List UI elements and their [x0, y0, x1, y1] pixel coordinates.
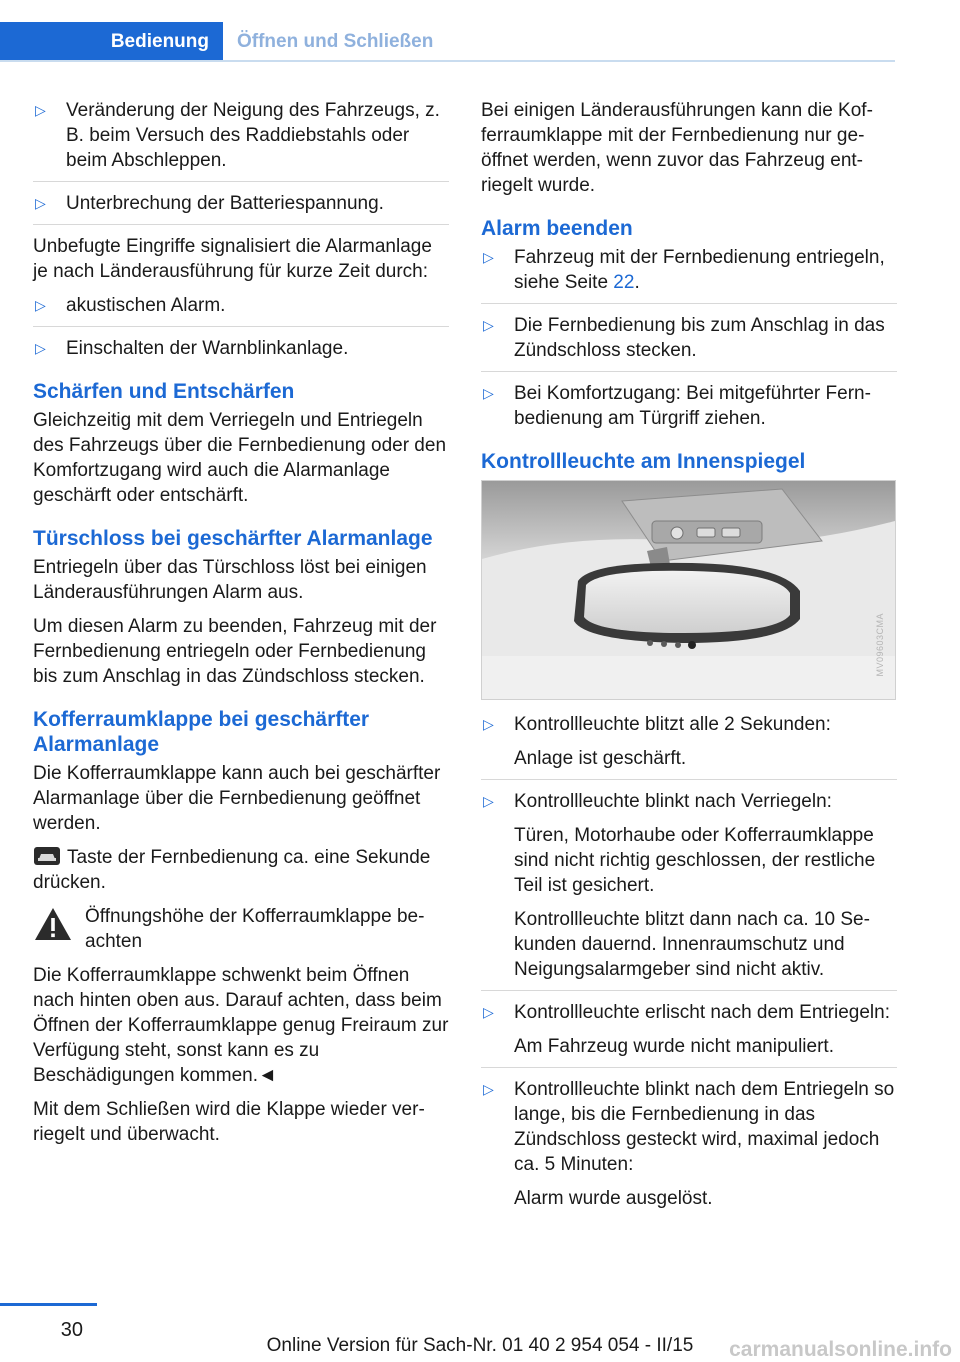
key-instruction — [33, 845, 449, 895]
paragraph: Gleichzeitig mit dem Verriegeln und Entriegeln des Fahrzeugs über die Fernbedienung oder den Komfortzugang wird auch die Alarmanlage geschärft oder entschärft. — [33, 410, 447, 506]
bullet-triangle-icon: ▷ — [35, 195, 46, 211]
heading-tuerschloss: Türschloss bei geschärfter Alarmanlage — [33, 527, 433, 550]
warning-box — [33, 904, 449, 954]
state-title: Kontrollleuchte erlischt nach dem Entriegeln: — [514, 1002, 890, 1023]
mirror-photo — [481, 480, 896, 700]
list-item — [33, 98, 449, 182]
left-column — [33, 98, 449, 1156]
list-item-text: Unterbrechung der Batteriespannung. — [66, 193, 384, 214]
list-item — [481, 1077, 897, 1211]
state-title: Kontrollleuchte blinkt nach Verriegeln: — [514, 791, 832, 812]
image-code: MV09603CMA — [875, 613, 885, 677]
state-title: Kontrollleuchte blitzt alle 2 Sekunden: — [514, 714, 831, 735]
bullet-triangle-icon: ▷ — [483, 385, 494, 401]
page-number-rule — [0, 1303, 97, 1306]
section-tab: Bedienung — [0, 22, 223, 62]
state-detail: Alarm wurde ausgelöst. — [514, 1188, 713, 1209]
page-link[interactable]: 22 — [613, 272, 635, 293]
list-item-text: Fahrzeug mit der Fernbedienung entriegeln, siehe Seite — [514, 247, 885, 293]
paragraph: Unbefugte Eingriffe signalisiert die Alarmanlage je nach Länderausführung für kurze Zeit durch: — [33, 236, 432, 282]
header-rule — [0, 60, 895, 62]
list-item-text: akustischen Alarm. — [66, 295, 226, 316]
paragraph: Mit dem Schließen wird die Klappe wieder verriegelt und überwacht. — [33, 1099, 425, 1145]
list-item — [33, 336, 449, 361]
list-item — [33, 191, 449, 225]
heading-schaerfen: Schärfen und Entschärfen — [33, 380, 295, 403]
paragraph: Die Kofferraumklappe kann auch bei geschärfter Alarmanlage über die Fernbedienung geöffnet werden. — [33, 763, 441, 834]
bullet-triangle-icon: ▷ — [483, 317, 494, 333]
state-detail: Anlage ist geschärft. — [514, 748, 687, 769]
heading-kofferraum: Kofferraumklappe bei geschärfter Alarmanlage — [33, 708, 370, 756]
heading-alarm-beenden: Alarm beenden — [481, 217, 633, 240]
bullet-triangle-icon: ▷ — [35, 102, 46, 118]
watermark: carmanualsonline.info — [729, 1338, 952, 1361]
state-title: Kontrollleuchte blinkt nach dem Entriegeln so lange, bis die Fernbedienung in das Zündschloss gesteckt wird, maximal jedoch ca. 5 Minuten: — [514, 1079, 895, 1175]
paragraph: Um diesen Alarm zu beenden, Fahrzeug mit der Fernbedienung entriegeln oder Fernbedienung bis zum Anschlag in das Zündschloss stecken. — [33, 616, 437, 687]
interior-mirror-illustration — [482, 481, 895, 699]
state-detail: Kontrollleuchte blitzt dann nach ca. 10 Sekunden dauernd. Innenraumschutz und Neigungsalarmgeber sind nicht aktiv. — [514, 909, 870, 980]
version-footer: Online Version für Sach-Nr. 01 40 2 954 054 - II/15 — [266, 1335, 694, 1356]
bullet-triangle-icon: ▷ — [483, 249, 494, 265]
list-item — [481, 1000, 897, 1068]
right-column — [481, 98, 897, 1220]
key-instruction-text: Taste der Fernbedienung ca. eine Sekunde drücken. — [33, 847, 431, 893]
list-item — [481, 381, 897, 431]
page-number: 30 — [60, 1319, 83, 1341]
list-item-text: Die Fernbedienung bis zum Anschlag in das Zündschloss stecken. — [514, 315, 885, 361]
list-item — [33, 293, 449, 327]
bullet-triangle-icon: ▷ — [483, 793, 494, 809]
paragraph: Bei einigen Länderausführungen kann die Kofferraumklappe mit der Fernbedienung nur geöffnet werden, wenn zuvor das Fahrzeug entriegelt wurde. — [481, 100, 873, 196]
list-item-end: . — [634, 272, 640, 293]
warning-title: Öffnungshöhe der Kofferraumklappe beachten — [85, 906, 425, 952]
list-item-text: Einschalten der Warnblinkanlage. — [66, 338, 349, 359]
warning-triangle-icon — [33, 906, 73, 942]
chapter-tab: Öffnen und Schließen — [237, 31, 434, 52]
list-item-text: Veränderung der Neigung des Fahrzeugs, z. B. beim Versuch des Raddiebstahls oder beim Abschleppen. — [66, 100, 440, 171]
list-item — [481, 245, 897, 304]
bullet-triangle-icon: ▷ — [483, 716, 494, 732]
list-item — [481, 712, 897, 780]
bullet-triangle-icon: ▷ — [35, 340, 46, 356]
list-item-text: Bei Komfortzugang: Bei mitgeführter Fernbedienung am Türgriff ziehen. — [514, 383, 871, 429]
bullet-triangle-icon: ▷ — [483, 1081, 494, 1097]
paragraph: Entriegeln über das Türschloss löst bei einigen Länderausführungen Alarm aus. — [33, 557, 427, 603]
list-item — [481, 313, 897, 372]
heading-kontrollleuchte: Kontrollleuchte am Innenspiegel — [481, 450, 806, 473]
bullet-triangle-icon: ▷ — [35, 297, 46, 313]
state-detail: Türen, Motorhaube oder Kofferraumklappe sind nicht richtig geschlossen, der restliche Teil ist gesichert. — [514, 825, 876, 896]
car-key-button-icon — [33, 846, 61, 866]
list-item — [481, 789, 897, 991]
state-detail: Am Fahrzeug wurde nicht manipuliert. — [514, 1036, 834, 1057]
bullet-triangle-icon: ▷ — [483, 1004, 494, 1020]
warning-text: Die Kofferraumklappe schwenkt beim Öffnen nach hinten oben aus. Darauf achten, dass beim Öffnen der Kofferraumklappe genug Freiraum zur Verfügung steht, sonst kann es zu Beschädigungen kommen.◄ — [33, 965, 449, 1086]
